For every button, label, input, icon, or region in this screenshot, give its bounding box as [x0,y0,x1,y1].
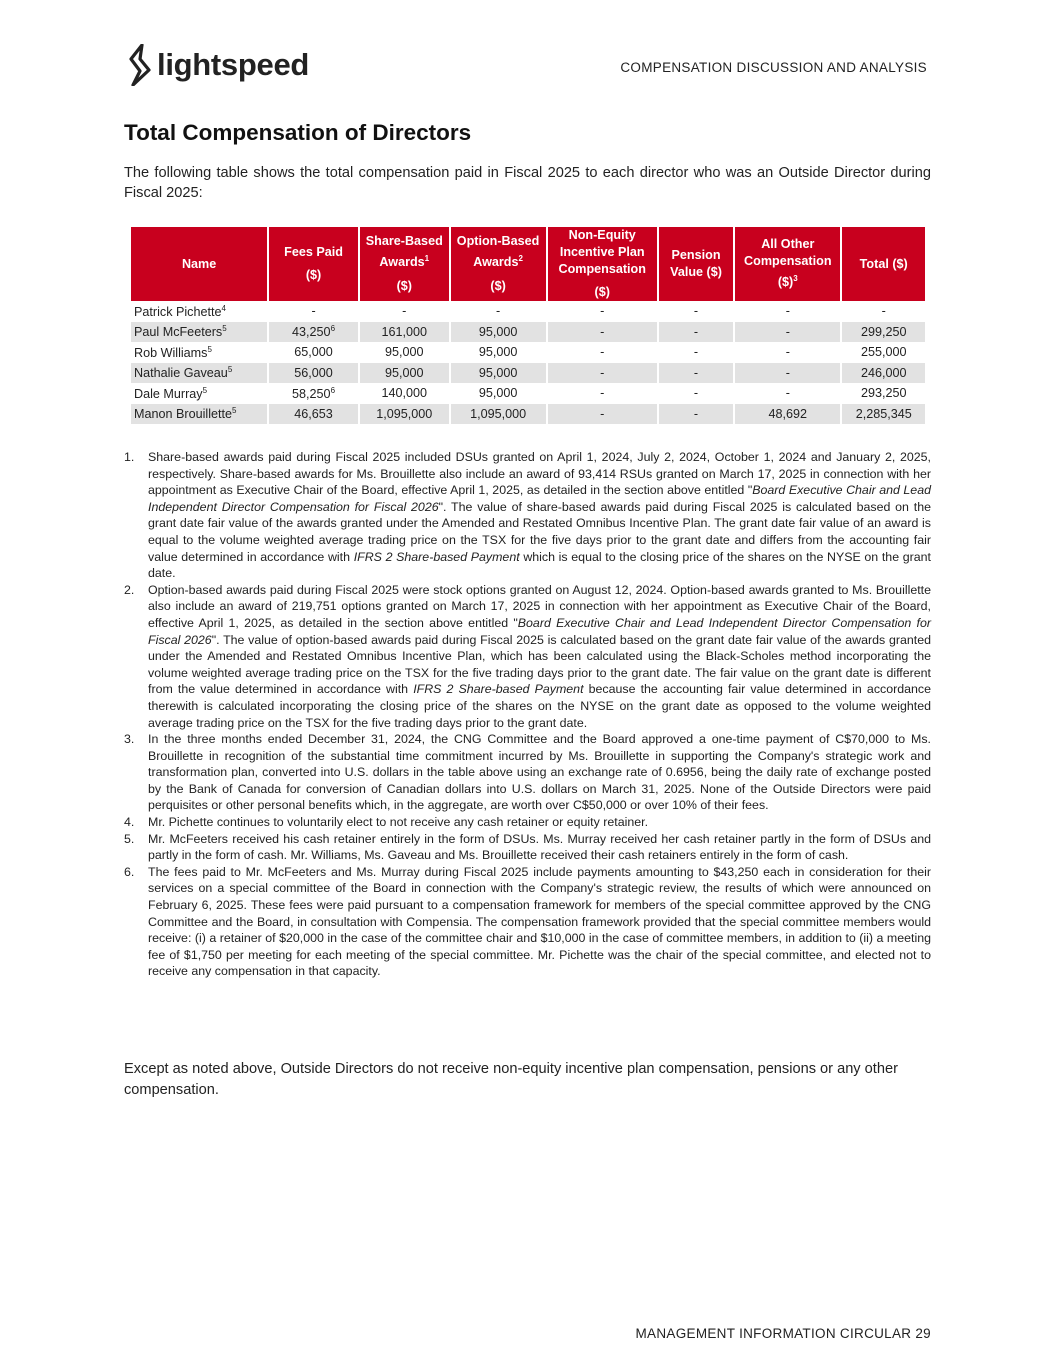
footnote-text: Mr. McFeeters received his cash retainer entirely in the form of DSUs. Ms. Murray received her cash retainer partly in the form of DSUs and partly in the form of cash. Mr. Williams, Ms. Gaveau and Ms. Brouillette received their cash retainers entirely in the form of cash. [148,831,931,863]
table-cell-option [451,383,546,404]
cell-value: 65,000 [294,345,333,360]
footnote-number: 2. [124,582,135,597]
table-cell-total [842,301,925,322]
director-name: Nathalie Gaveau [134,366,228,381]
director-name: Paul McFeeters [134,325,223,340]
footnote-ref: 6 [330,324,336,334]
cell-value: - [693,304,699,319]
column-header [451,227,546,301]
cell-value: 48,692 [768,406,808,421]
table-cell-nonequity [548,383,657,404]
table-cell-fees [269,301,358,322]
table-cell-option [451,301,546,322]
column-header-unit: ($) [396,278,412,293]
column-header [131,227,267,301]
table-cell-total [842,342,925,363]
cell-value: 293,250 [860,386,907,401]
table-row [131,322,925,343]
footnote-ref: 3 [793,274,798,284]
column-header-unit: ($) [594,285,610,299]
cell-value: 299,250 [860,324,907,339]
cell-value: - [693,324,699,339]
table-cell-fees [269,383,358,404]
footnote-text: which is equal to the closing price of the shares on the NYSE on the grant date. [148,549,931,581]
table-cell-other [735,342,840,363]
cell-value: - [402,304,407,319]
cell-value: 56,000 [294,365,333,380]
table-cell-nonequity [548,342,657,363]
cell-value: 255,000 [860,345,907,360]
page-footer: MANAGEMENT INFORMATION CIRCULAR 29 [635,1326,931,1341]
table-cell-share [360,404,449,425]
page-title: Total Compensation of Directors [124,120,472,145]
cell-value: - [693,345,699,360]
table-cell-share [360,322,449,343]
section-header: COMPENSATION DISCUSSION AND ANALYSIS [620,60,927,75]
director-name-cell [131,363,267,384]
footnote-text: Option-based awards paid during Fiscal 2025 were stock options granted on August 12, 2024. Option-based awards granted to Ms. Brouillette also include an award of 219,751 options granted on March 17, 2025 in connection with her appointment as Executive Chair of the Board, effective April 1, 2025, as detailed in the section above entitled " [148,582,931,630]
table-cell-nonequity [548,301,657,322]
cell-value: 58,250 [292,386,331,401]
footnote-text: The fees paid to Mr. McFeeters and Ms. Murray during Fiscal 2025 include payments amounting to $43,250 each in consideration for their services on a special committee of the Board in connection with the Company's strategic review, the results of which were announced on February 6, 2025. These fees were paid pursuant to a compensation framework for members of the special committee approved by the CNG Committee and the Board, in consultation with Compensia. The compensation framework provided that the special committee members would receive: (i) a retainer of $20,000 in the case of the committee chair and $10,000 in the case of committee members, in addition to (ii) a meeting fee of $1,750 per meeting for each meeting of the special committee. Mr. Pichette was the chair of the special committee, and elected not to receive any compensation in that capacity. [148,864,931,979]
column-header-label: Share-Based Awards [365,234,443,270]
director-name: Dale Murray [134,386,203,401]
footnote-item [124,864,931,980]
cell-value: 95,000 [478,324,518,339]
footnote-ref: 5 [207,344,212,354]
cell-value: 161,000 [381,324,428,339]
column-header-label: Option-Based Awards [456,234,540,270]
intro-paragraph: The following table shows the total compensation paid in Fiscal 2025 to each director who was an Outside Director during Fiscal 2025: [124,165,931,201]
table-cell-share [360,383,449,404]
table-cell-option [451,342,546,363]
table-cell-total [842,363,925,384]
footnotes-list [124,449,931,980]
cell-value: 1,095,000 [470,406,527,421]
column-header-label: All Other Compensation ($) [744,237,832,290]
footnote-ref: 2 [518,254,523,264]
table-row [131,342,925,363]
table-cell-share [360,342,449,363]
table-cell-pension [659,383,733,404]
column-header-unit: ($) [490,278,506,293]
table-cell-pension [659,404,733,425]
footnote-number: 6. [124,864,135,879]
table-cell-nonequity [548,322,657,343]
footnote-item [124,731,931,814]
table-cell-fees [269,363,358,384]
cell-value: - [785,324,790,339]
cell-value: 95,000 [478,386,518,401]
footnote-ref: 5 [227,365,233,375]
column-header [735,227,840,301]
table-cell-option [451,363,546,384]
cell-value: 95,000 [478,365,518,380]
table-cell-other [735,383,840,404]
footnote-text: Mr. Pichette continues to voluntarily elect to not receive any cash retainer or equity retainer. [148,815,649,830]
footnote-ref: 5 [222,324,227,334]
table-cell-share [360,301,449,322]
column-header-unit: ($) [305,268,322,282]
table-cell-pension [659,363,733,384]
table-header-row [131,227,925,301]
table-cell-option [451,404,546,425]
footnote-number: 1. [124,450,135,464]
footnote-item [124,582,931,731]
table-cell-other [735,404,840,425]
cell-value: - [693,386,699,401]
column-header-label: Total ($) [859,256,908,271]
footnote-number: 5. [124,831,135,846]
table-body [131,301,925,424]
table-cell-nonequity [548,404,657,425]
director-name-cell [131,342,267,363]
column-header [659,227,733,301]
director-name-cell [131,301,267,322]
cell-value: - [600,386,605,401]
cell-value: - [600,365,605,380]
cell-value: - [600,345,605,360]
column-header [548,227,657,301]
table-cell-other [735,363,840,384]
table-cell-other [735,322,840,343]
footnote-italic-text: Board Executive Chair and Lead Independent Director Compensation for Fiscal 2026 [148,483,931,514]
footnote-text: ". The value of share-based awards paid during Fiscal 2025 is calculated based on the grant date fair value of the awards granted under the Amended and Restated Omnibus Incentive Plan. The grant date fair value of an award is equal to the volume weighted average trading price on the TSX for the five days prior to the grant date and differs from the accounting fair value determined in accordance with [148,499,931,564]
cell-value: 140,000 [381,386,428,401]
cell-value: - [693,406,699,421]
footnote-item [124,831,931,864]
footnote-ref: 4 [221,303,226,313]
footnote-number: 3. [124,732,135,747]
cell-value: - [495,304,501,319]
column-header-label: Fees Paid [284,245,343,259]
footnote-ref: 5 [202,385,208,395]
director-name: Manon Brouillette [134,407,233,422]
table-cell-nonequity [548,363,657,384]
footnote-italic-text: IFRS 2 Share-based Payment [353,549,520,564]
footnote-number: 4. [124,815,135,830]
table-row [131,363,925,384]
director-name: Patrick Pichette [134,304,222,319]
footnote-italic-text: Board Executive Chair and Lead Independent Director Compensation for Fiscal 2026 [148,615,931,647]
footnote-text: because the accounting fair value determined in accordance therewith is calculated incorporating the closing price of the shares on the NYSE on the grant date as opposed to the volume weighted average trading price on the TSX for the five trading days prior to the grant date. [148,682,931,730]
cell-value: 2,285,345 [855,406,912,421]
table-cell-pension [659,342,733,363]
cell-value: - [600,304,605,319]
table-row [131,301,925,322]
footnote-ref: 5 [232,406,237,416]
cell-value: - [600,324,605,339]
cell-value: 43,250 [292,325,331,340]
compensation-table [129,227,927,424]
cell-value: - [600,406,605,421]
footnote-ref: 6 [330,385,336,395]
cell-value: - [785,365,790,380]
cell-value: 246,000 [860,365,907,380]
director-name-cell [131,383,267,404]
footnote-item [124,449,931,582]
table-cell-total [842,404,925,425]
column-header-label: Pension Value ($) [670,248,722,279]
cell-value: - [311,304,316,319]
table-row [131,404,925,425]
cell-value: - [785,345,790,360]
cell-value: - [785,386,790,401]
cell-value: 95,000 [385,345,424,360]
table-cell-total [842,383,925,404]
closing-paragraph: Except as noted above, Outside Directors do not receive non-equity incentive plan compensation, pensions or any other compensation. [124,1061,898,1098]
director-name-cell [131,404,267,425]
table-cell-option [451,322,546,343]
cell-value: 95,000 [478,345,518,360]
table-cell-pension [659,301,733,322]
lightspeed-flame-icon [127,44,153,86]
column-header-label: Non-Equity Incentive Plan Compensation [558,228,646,276]
footnote-item [124,814,931,831]
column-header-label: Name [181,256,217,271]
brand-name: lightspeed [157,47,310,82]
cell-value: - [785,304,790,319]
table-cell-share [360,363,449,384]
column-header [269,227,358,301]
footnote-text: Share-based awards paid during Fiscal 2025 included DSUs granted on April 1, 2024, July 2, 2024, October 1, 2024 and January 2, 2025, respectively. Share-based awards for Ms. Brouillette also include an award of 93,414 RSUs granted on March 17, 2025 in connection with her appointment as Executive Chair of the Board, effective April 1, 2025, as detailed in the section above entitled " [148,450,931,498]
table-cell-fees [269,342,358,363]
company-logo [127,44,309,86]
table-cell-pension [659,322,733,343]
footnote-ref: 1 [424,254,430,264]
director-name-cell [131,322,267,343]
cell-value: 1,095,000 [376,406,433,421]
table-cell-total [842,322,925,343]
cell-value: 46,653 [294,406,333,421]
table-cell-fees [269,404,358,425]
cell-value: - [693,365,699,380]
footnote-text: In the three months ended December 31, 2024, the CNG Committee and the Board approved a one-time payment of C$70,000 to Ms. Brouillette in recognition of the substantial time commitment incurred by Ms. Brouillette in supporting the Company's strategic work and transformation plan, converted into U.S. dollars in the table above using an exchange rate of 0.6956, being the daily rate of exchange posted by the Bank of Canada for conversion of Canadian dollars into U.S. dollars on March 31, 2025. None of the Outside Directors were paid perquisites or other personal benefits which, in the aggregate, are worth over C$50,000 or over 10% of their fees. [148,732,931,813]
director-name: Rob Williams [134,345,208,360]
footnote-italic-text: IFRS 2 Share-based Payment [413,682,584,697]
table-row [131,383,925,404]
cell-value: - [881,304,886,319]
table-cell-other [735,301,840,322]
column-header [360,227,449,301]
table-cell-fees [269,322,358,343]
column-header [842,227,925,301]
cell-value: 95,000 [385,365,424,380]
footnote-text: ". The value of option-based awards paid during Fiscal 2025 is calculated based on the grant date fair value of the awards granted under the Amended and Restated Omnibus Incentive Plan, which has been calculated using the Black-Scholes method incorporating the volume weighted average trading price on the TSX for the five trading days prior to the grant date. The fair value on the grant date is different from the value determined in accordance with [148,632,931,697]
